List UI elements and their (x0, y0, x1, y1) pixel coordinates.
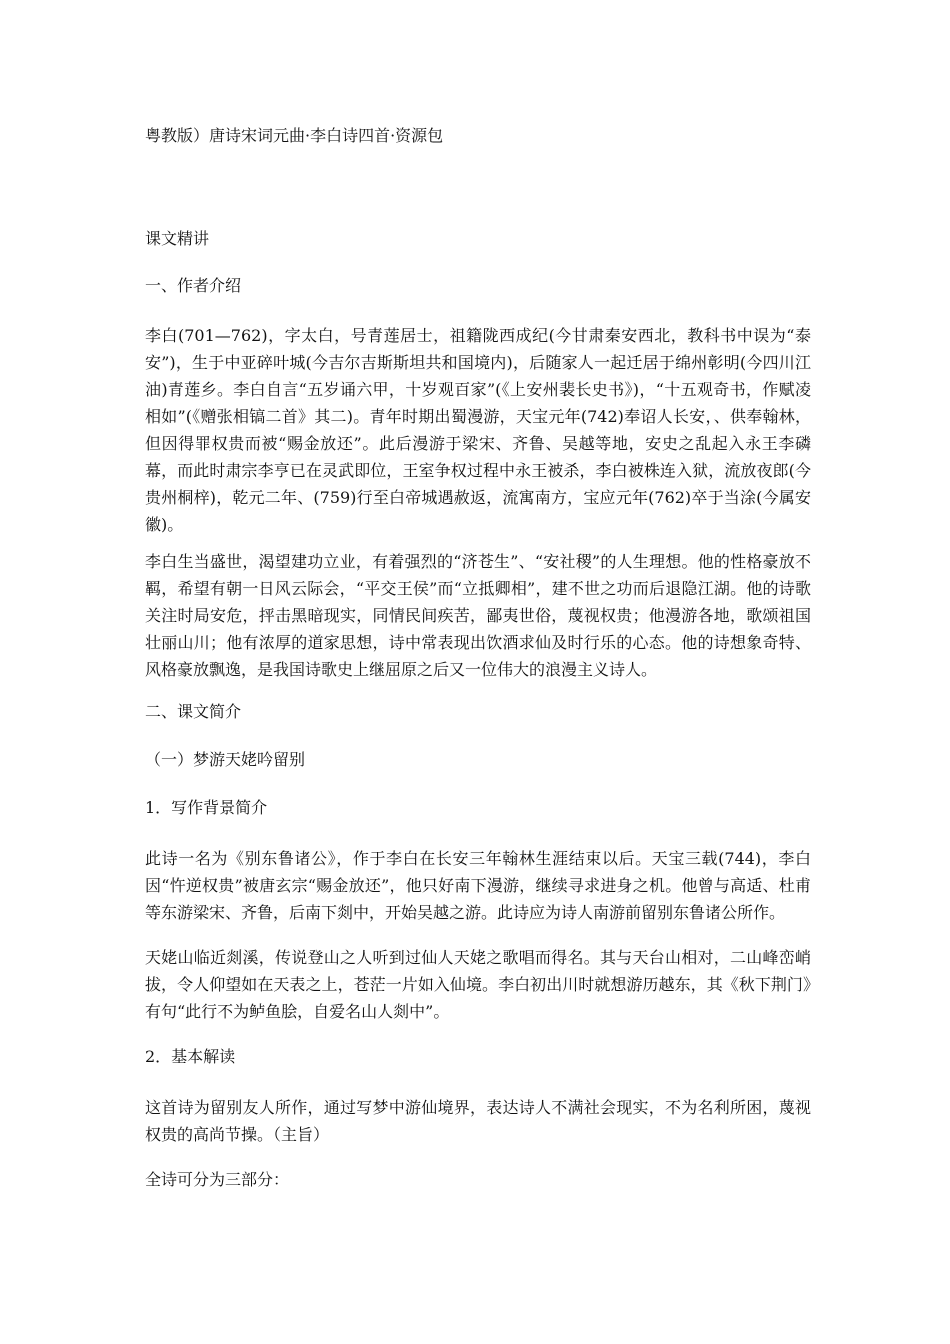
author-character-paragraph: 李白生当盛世，渴望建功立业，有着强烈的“济苍生”、“安社稷”的人生理想。他的性格豪放不羁，希望有朝一日风云际会，“平交王侯”而“立抵卿相”，建不世之功而后退隐江湖。他的诗歌关注时局安危，抨击黑暗现实，同情民间疾苦，鄙夷世俗，蔑视权贵；他漫游各地，歌颂祖国壮丽山川；他有浓厚的道家思想，诗中常表现出饮酒求仙及时行乐的心态。他的诗想象奇特、风格豪放飘逸，是我国诗歌史上继屈原之后又一位伟大的浪漫主义诗人。 (145, 552, 811, 679)
document-title: 粤教版）唐诗宋词元曲·李白诗四首·资源包 (145, 126, 444, 145)
poem-subheading: （一）梦游天姥吟留别 (145, 750, 306, 769)
interpretation-heading: 2．基本解读 (145, 1047, 236, 1066)
author-bio-paragraph: 李白(701—762)，字太白，号青莲居士，祖籍陇西成纪(今甘肃秦安西北，教科书中误为“泰安”)，生于中亚碎叶城(今吉尔吉斯斯坦共和国境内)，后随家人一起迁居于绵州彰明(今四川江油)青莲乡。李白自言“五岁诵六甲，十岁观百家”(《上安州裴长史书》)，“十五观奇书，作赋凌相如”(《赠张相镐二首》其二)。青年时期出蜀漫游，天宝元年(742)奉诏人长安，、供奉翰林，但因得罪权贵而被“赐金放还”。此后漫游于梁宋、齐鲁、吴越等地，安史之乱起入永王李磷幕，而此时肃宗李亨已在灵武即位，王室争权过程中永王被杀，李白被株连入狱，流放夜郎(今贵州桐梓)，乾元二年、(759)行至白帝城遇赦返，流寓南方，宝应元年(762)卒于当涂(今属安徽)。 (145, 326, 811, 534)
tianmu-paragraph: 天姥山临近剡溪，传说登山之人听到过仙人天姥之歌唱而得名。其与天台山相对，二山峰峦峭拔，令人仰望如在天表之上，苍茫一片如入仙境。李白初出川时就想游历越东，其《秋下荆门》有句“此行不为鲈鱼脍，自爱名山人剡中”。 (145, 948, 811, 1021)
structure-line: 全诗可分为三部分： (145, 1170, 290, 1189)
author-intro-heading: 一、作者介绍 (145, 276, 242, 295)
background-paragraph: 此诗一名为《别东鲁诸公》，作于李白在长安三年翰林生涯结束以后。天宝三载(744)，李白因“忤逆权贵”被唐玄宗“赐金放还”，他只好南下漫游，继续寻求进身之机。他曾与高适、杜甫等东游梁宋、齐鲁，后南下剡中，开始吴越之游。此诗应为诗人南游前留别东鲁诸公所作。 (145, 849, 811, 922)
text-intro-heading: 二、课文简介 (145, 702, 242, 721)
background-heading: 1．写作背景简介 (145, 798, 268, 817)
theme-paragraph: 这首诗为留别友人所作，通过写梦中游仙境界，表达诗人不满社会现实，不为名利所困，蔑视权贵的高尚节操。（主旨） (145, 1098, 811, 1144)
section-heading: 课文精讲 (145, 229, 210, 248)
